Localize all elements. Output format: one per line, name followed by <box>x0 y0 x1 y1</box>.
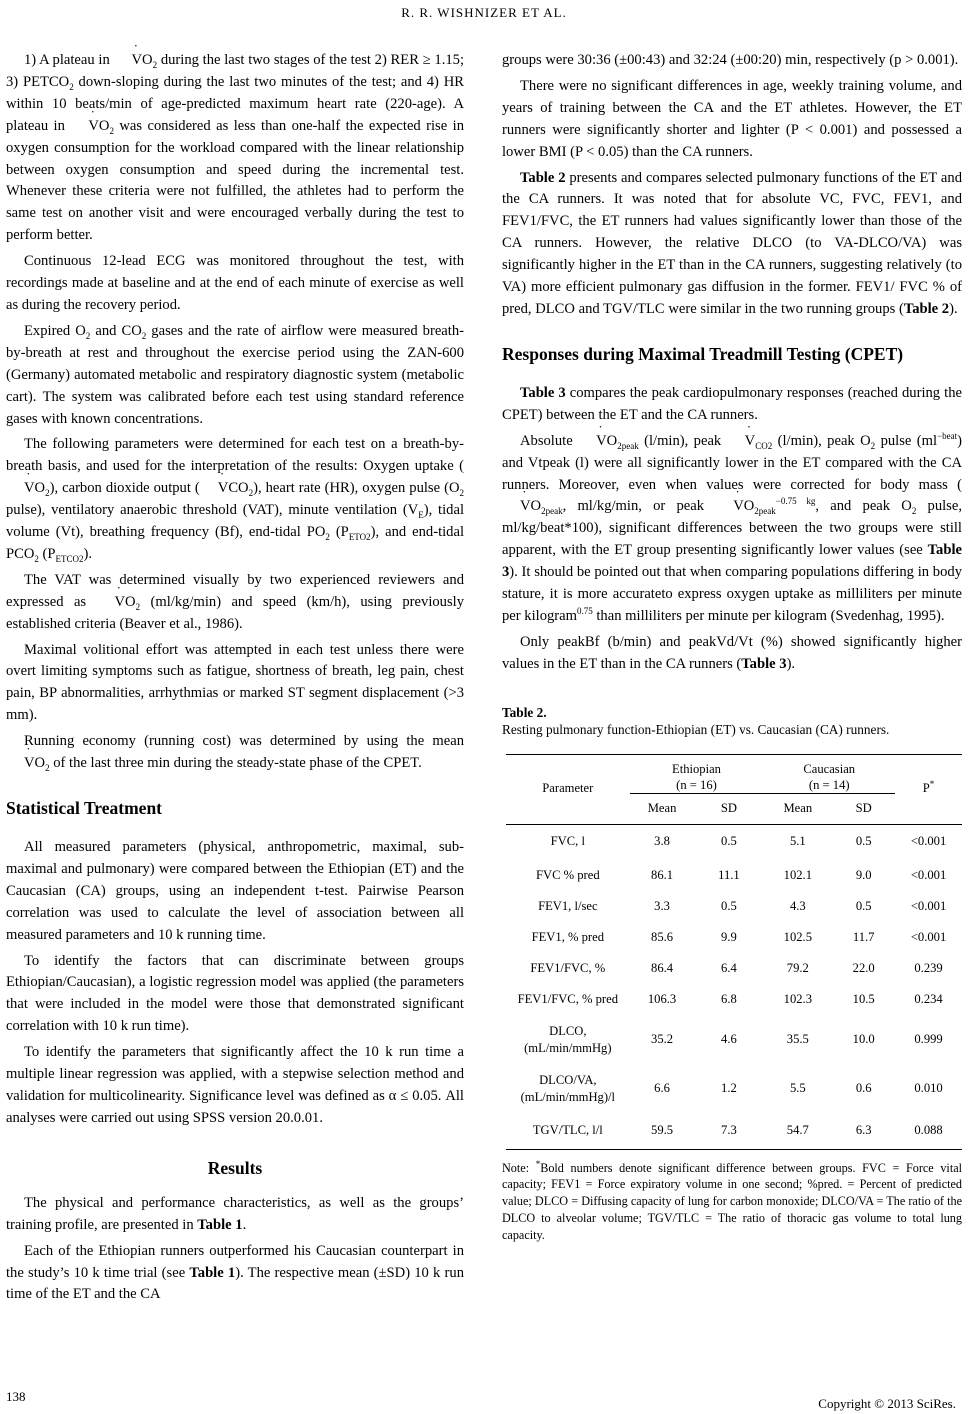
table-reference: Table 1 <box>197 1216 243 1233</box>
cell-sd-et: 1.2 <box>721 1081 737 1096</box>
cell-p-value: 0.999 <box>914 1032 943 1047</box>
cell-mean-et: 85.6 <box>651 929 674 944</box>
vo2-symbol: ˙ $VO_{2peak}$ <box>578 431 639 453</box>
cell-mean-ca: 5.5 <box>789 1081 806 1096</box>
table-row <box>506 1113 962 1149</box>
paragraph: Maximal volitional effort was attempted in each test unless there were overt limiting symptoms such as fatigue, shortness of breath, leg pain, chest pain, BP abnormalities, arrhythmias or marked ST segment displacement (>3 mm). <box>6 641 464 724</box>
cell-sd-ca: 6.3 <box>855 1122 872 1137</box>
cell-mean-et: 35.2 <box>651 1032 674 1047</box>
cell-sd-ca: 10.5 <box>852 991 875 1006</box>
cell-parameter: TGV/TLC, l/l <box>532 1122 603 1137</box>
paragraph: The physical and performance characteristics, as well as the groups’ training profile, are presented in Table 1. <box>6 1194 464 1233</box>
cell-mean-ca: 102.5 <box>783 929 812 944</box>
table-row <box>506 984 962 1015</box>
table-reference: Table 3 <box>520 384 566 401</box>
paragraph: There were no significant differences in age, weekly training volume, and years of training between the CA and the ET athletes. However, the ET runners were significantly shorter and lighter (P < 0.001) and possessed a lower BMI (P < 0.05) than the CA runners. <box>502 77 962 160</box>
paragraph: Absolute ˙ $VO_{2peak}$ (l/min), peak ˙ $V_{CO2}$ (l/min), peak $O_2$ pulse $(ml^{-beat})$ and Vtpeak (l) were all significantly lower in the ET compared with the CA runners. Moreover, even when values were corrected for body mass (˙ $VO_{2peak}$, ml/kg/min, or peak ˙ $VO_{2peak}^{-0.75 kg}$, and peak $O_2$ pulse, ml/kg/beat*100), significant differences between the two groups were still apparent, with the ET group presenting significantly lower values (see Table 3). It should be pointed out that when comparing populations differing in body stature, it is more accurateto express oxygen uptake as milliliters per minute per kilogram$^{0.75}$ than milliliters per minute per kilogram (Svedenhag, 1995). <box>502 431 962 628</box>
table-note: Note: *Bold numbers denote significant difference between groups. FVC = Force vital capacity; FEV1 = Force expiratory volume in one second; %pred. = Percent of predicted value; DLCO = Diffusing capacity of lung for carbon monoxide; DLCO/VA = The ratio of the DLCO to alveolar volume; TGV/TLC = The ratio of thoracic gas volume to total lung capacity. <box>502 1158 963 1242</box>
cell-parameter: FEV1/FVC, % pred <box>517 991 619 1006</box>
cell-parameter: DLCO, (mL/min/mmHg) <box>524 1024 612 1056</box>
paragraph: Each of the Ethiopian runners outperformed his Caucasian counterpart in the study’s 10 k time trial (see Table 1). The respective mean (±SD) 10 k run time of the ET and the CA <box>6 1242 464 1303</box>
cell-mean-et: 86.1 <box>651 867 674 882</box>
page-number: 138 <box>6 1389 26 1404</box>
pulmonary-function-table <box>506 754 962 1150</box>
cell-p-value: 0.239 <box>914 960 943 975</box>
cell-sd-ca: 22.0 <box>852 960 875 975</box>
paragraph: Running economy (running cost) was determined by using the mean ˙ $VO_2$ of the last three min during the steady-state phase of the CPET. <box>6 731 464 775</box>
vo2-symbol: ˙ $VO_2$ <box>6 478 50 500</box>
cell-sd-et: 0.5 <box>721 898 737 913</box>
cell-sd-ca: 11.7 <box>852 929 875 944</box>
table-row <box>506 1065 962 1113</box>
paragraph: Table 3 compares the peak cardiopulmonary responses (reached during the CPET) between the ET and the CA runners. <box>502 384 962 423</box>
cell-p-value: <0.001 <box>910 867 947 882</box>
cell-mean-ca: 102.3 <box>783 991 812 1006</box>
column-header-sd: SD <box>720 800 737 815</box>
cell-sd-et: 7.3 <box>721 1122 737 1137</box>
column-header-parameter: Parameter <box>542 781 594 796</box>
vo2-symbol: ˙ $VO_2$ <box>97 592 141 614</box>
cell-p-value: <0.001 <box>910 898 947 913</box>
section-heading: Statistical Treatment <box>6 798 163 818</box>
vo2-symbol: ˙ $VO_2$ <box>70 116 114 138</box>
cell-sd-et: 9.9 <box>721 929 737 944</box>
cell-parameter: FVC, l <box>550 834 585 849</box>
cell-parameter: FEV1, l/sec <box>538 898 598 913</box>
vo2-symbol: ˙ $VO_{2peak}$ <box>502 496 563 518</box>
cell-sd-et: 6.4 <box>721 960 737 975</box>
paragraph: The following parameters were determined for each test on a breath-by-breath basis, and used for the interpretation of the results: Oxygen uptake (˙ $VO_2$), carbon dioxide output (˙ $VCO_2$), heart rate (HR), oxygen pulse ($O_2$ pulse), ventilatory anaerobic threshold (VAT), minute ventilation $(V_E)$, tidal volume (Vt), breathing frequency (Bf), end-tidal $PO_2$ $(P_{ETO2})$, and end-tidal $PCO_2$ $(P_{ETCO2})$. <box>6 434 464 565</box>
vo2-symbol: ˙ $VO_{2peak}$ <box>715 496 776 518</box>
table-reference: Table 1 <box>189 1264 236 1281</box>
left-column <box>6 50 464 1310</box>
cell-parameter: FVC % pred <box>535 867 600 882</box>
cell-sd-ca: 0.5 <box>855 834 872 849</box>
paragraph: 1) A plateau in ˙ $VO_2$ during the last two stages of the test 2) RER ≥ 1.15; 3) $PETCO_2$ down-sloping during the last two minutes of the test; and 4) HR within 10 beats/min of age-predicted maximum heart rate (220-age). A plateau in ˙ $VO_2$ was considered as less than one-half the expected rise in oxygen consumption for the workload compared with the linear relationship between oxygen consumption and speed during the incremental test. Whenever these criteria were not fulfilled, the athletes had to perform the same test on another visit and were encouraged verbally during the test to perform better. <box>6 50 464 247</box>
table-reference: Table 2 <box>520 169 566 186</box>
cell-mean-ca: 102.1 <box>783 867 812 882</box>
cell-sd-ca: 9.0 <box>855 867 872 882</box>
column-header-sd: SD <box>855 800 872 815</box>
table-row <box>506 922 962 953</box>
cell-parameter: DLCO/VA, (mL/min/mmHg)/l <box>520 1073 616 1105</box>
table-row <box>506 1015 962 1065</box>
cell-sd-ca: 0.5 <box>855 898 872 913</box>
table-caption: Resting pulmonary function-Ethiopian (ET) vs. Caucasian (CA) runners. <box>502 721 890 737</box>
cell-sd-ca: 10.0 <box>852 1032 875 1047</box>
cell-mean-et: 59.5 <box>651 1122 674 1137</box>
section-heading: Results <box>207 1157 263 1178</box>
right-column <box>502 50 962 1244</box>
paragraph: To identify the parameters that significantly affect the 10 k run time a multiple linear regression was applied, with a stepwise selection method and validation for multicolinearity. Significance level was defined as α ≤ 0.05. All analyses were carried out using SPSS version 20.0.01. <box>6 1044 464 1126</box>
table-title: Table 2. <box>502 704 547 720</box>
cell-p-value: 0.088 <box>914 1122 943 1137</box>
cell-p-value: <0.001 <box>910 834 947 849</box>
table-reference: Table 2 <box>903 300 950 317</box>
cell-mean-ca: 79.2 <box>786 960 809 975</box>
cell-mean-et: 3.3 <box>654 898 670 913</box>
vo2-symbol: ˙ $VO_2$ <box>114 50 158 72</box>
cell-p-value: 0.010 <box>914 1081 943 1096</box>
paragraph: Expired $O_2$ and $CO_2$ gases and the rate of airflow were measured breath-by-breath at rest and throughout the exercise period using the ZAN-600 (Germany) automated metabolic and respiratory diagnostic system (metabolic cart). The system was calibrated before each test using standard reference gases with known concentrations. <box>6 322 464 427</box>
cell-sd-et: 6.8 <box>721 991 737 1006</box>
cell-mean-et: 3.8 <box>654 834 670 849</box>
cell-p-value: 0.234 <box>914 991 943 1006</box>
column-header-mean: Mean <box>783 800 813 815</box>
table-row <box>506 824 962 860</box>
table-reference: Table 3 <box>741 655 787 672</box>
cell-mean-ca: 5.1 <box>789 834 806 849</box>
cell-p-value: <0.001 <box>910 929 947 944</box>
table-row <box>506 953 962 984</box>
paragraph: Only peakBf (b/min) and peakVd/Vt (%) showed significantly higher values in the ET than in the CA runners (Table 3). <box>502 633 962 672</box>
vo2-symbol: ˙ $VO_2$ <box>6 753 50 775</box>
column-header-group-caucasian: Caucasian (n = 14) <box>763 754 895 793</box>
cell-mean-et: 106.3 <box>647 991 677 1006</box>
paragraph: All measured parameters (physical, anthropometric, maximal, sub-maximal and pulmonary) were compared between the Ethiopian (ET) and the Caucasian (CA) groups, using an independent t-test. Pairwise Pearson correlation was used to calculate the level of association between all measured parameters and 10 k running time. <box>6 839 464 943</box>
cell-mean-ca: 54.7 <box>786 1122 809 1137</box>
section-heading: Responses during Maximal Treadmill Testing (CPET) <box>502 343 904 364</box>
copyright: Copyright © 2013 SciRes. <box>818 1396 956 1411</box>
paragraph: To identify the factors that can discriminate between groups Ethiopian/Caucasian), a logistic regression model was applied (the parameters that were included in the model were those that demonstrated significant correlation with 10 k run time). <box>6 952 464 1035</box>
paragraph: groups were 30:36 (±00:43) and 32:24 (±00:20) min, respectively (p > 0.001). <box>502 52 959 68</box>
column-header-p: P* <box>922 779 935 796</box>
column-header-group-ethiopian: Ethiopian (n = 16) <box>630 754 764 793</box>
running-head: R. R. WISHNIZER ET AL. <box>401 5 567 20</box>
vco2-symbol: ˙ $VCO_2$ <box>200 478 253 500</box>
paragraph: Continuous 12-lead ECG was monitored throughout the test, with recordings made at baseline and at the end of each minute of exercise as well as during the recovery period. <box>6 253 464 313</box>
table-row <box>506 891 962 922</box>
cell-sd-et: 11.1 <box>718 867 740 882</box>
cell-mean-et: 6.6 <box>654 1081 670 1096</box>
cell-sd-et: 4.6 <box>721 1032 737 1047</box>
paragraph: The VAT was determined visually by two experienced reviewers and expressed as ˙ $VO_2$ (ml/kg/min) and speed (km/h), using previously established criteria (Beaver et al., 1986). <box>6 570 464 636</box>
paragraph: Table 2 presents and compares selected pulmonary functions of the ET and the CA runners. It was noted that for absolute VC, FVC, FEV1, and FEV1/FVC, the ET runners had values significantly lower than those of the CA runners. However, the relative DLCO (to VA-DLCO/VA) was significantly higher in the ET than in the CA runners, suggesting relatively (to VA) more efficient pulmonary gas diffusion in the former. FEV1/ FVC % of pred, DLCO and TGV/TLC were similar in the two running groups (Table 2). <box>502 169 962 317</box>
cell-parameter: FEV1, % pred <box>531 929 605 944</box>
cell-mean-ca: 4.3 <box>789 898 806 913</box>
table-row <box>506 860 962 891</box>
cell-parameter: FEV1/FVC, % <box>530 960 606 975</box>
cell-sd-ca: 0.6 <box>855 1081 872 1096</box>
cell-sd-et: 0.5 <box>721 834 737 849</box>
table-reference: Table 3 <box>502 542 962 581</box>
cell-mean-et: 86.4 <box>651 960 674 975</box>
column-header-mean: Mean <box>647 800 677 815</box>
cell-mean-ca: 35.5 <box>786 1032 809 1047</box>
vco2-symbol: ˙ $V_{CO2}$ <box>727 431 773 453</box>
